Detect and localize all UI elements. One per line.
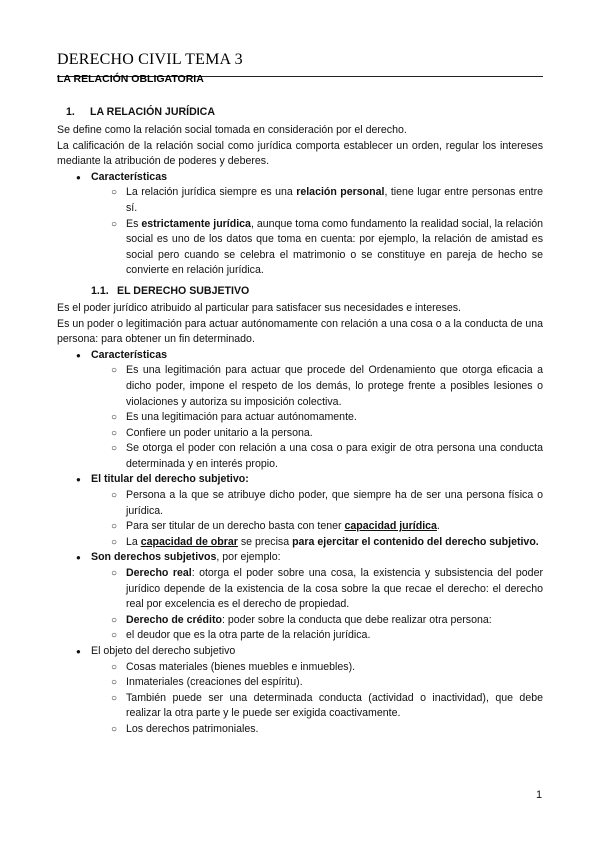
circle-bullet-icon: ○ [111,521,118,533]
bullet-icon: ● [76,647,81,656]
circle-bullet-icon: ○ [111,692,118,704]
list-label: El titular del derecho subjetivo: [91,473,249,486]
circle-bullet-icon: ○ [111,614,118,626]
text: La [126,535,141,548]
section-number: 1.1. [91,284,109,297]
text: También puede ser una determinada conducta (actividad o inactividad), que debe realizar la otra parte y le puede ser exigida coactivamente. [126,691,543,720]
section-heading-1 [57,103,543,121]
circle-bullet-icon: ○ [111,443,118,455]
circle-bullet-icon: ○ [111,412,118,424]
text: , aunque toma como fundamento la realidad social, la relación social es uno de los datos que toma en cuenta: por ejemplo, la relación de amistad es social pero cuando se celebra el matrimonio o se constituye en pareja de hecho se convierte en relación jurídica. [126,217,543,277]
circle-bullet-icon: ○ [111,187,118,199]
text: La relación jurídica siempre es una [126,186,297,199]
bullet-icon: ● [76,350,81,360]
paragraph: Se define como la relación social tomada en consideración por el derecho. [57,124,407,136]
list-subitem [57,441,543,472]
circle-bullet-icon: ○ [111,630,118,642]
text: Es una legitimación para actuar autónomamente. [126,411,357,424]
list-subitem [57,628,543,644]
list-subitem [57,660,543,676]
text: : poder sobre la conducta que debe realizar otra persona: [221,613,492,626]
list-subitem [57,363,543,410]
text: : otorga el poder sobre una cosa, la existencia y subsistencia del poder jurídico depende de la existencia de la cosa sobre la que recae el derecho: el derecho real por excelencia es el derecho de propiedad. [126,567,543,611]
list-label: Características [91,348,167,361]
list-label: El objeto del derecho subjetivo [91,645,236,657]
list-item [57,170,543,186]
list-subitem [57,535,543,551]
text: Los derechos patrimoniales. [126,722,259,735]
text: Para ser titular de un derecho basta con tener [126,520,345,533]
list-subitem [57,675,543,691]
text: , tiene lugar entre personas entre sí. [126,186,544,214]
list-item [57,550,543,566]
list-item [57,472,543,488]
bold-text: relación personal [296,186,385,199]
text: , por ejemplo: [216,551,281,564]
text: Es una legitimación para actuar que procede del Ordenamiento que otorga eficacia a dicho poder, impone el respeto de los demás, lo protege frente a posibles lesiones o violaciones y autoriza su imposición colectiva. [126,364,543,408]
document-title: DERECHO CIVIL TEMA 3 [57,51,243,68]
bullet-icon: ● [76,172,81,182]
bold-text: Derecho real [126,567,192,580]
list-item [57,644,543,660]
document-body [57,103,543,738]
text: Se otorga el poder con relación a una cosa o para exigir de otra persona una conducta determinada y en interés propio. [126,442,543,470]
circle-bullet-icon: ○ [111,490,118,502]
list-subitem [57,217,543,279]
underlined-text: capacidad de obrar [140,535,238,548]
bold-text: estrictamente jurídica [141,217,251,230]
text: Persona a la que se atribuye dicho poder, que siempre ha de ser una persona física o jurídica. [126,489,543,517]
bullet-icon: ● [76,475,81,485]
text: Es [126,217,142,230]
text: Inmateriales (creaciones del espíritu). [126,676,303,689]
circle-bullet-icon: ○ [111,723,118,735]
list-subitem [57,519,543,535]
bullet-icon: ● [76,553,81,563]
section-title: EL DERECHO SUBJETIVO [117,284,250,297]
list-subitem [57,566,543,613]
list-subitem [57,185,543,216]
circle-bullet-icon: ○ [111,427,118,439]
section-number: 1. [66,106,75,118]
section-heading-1-1 [57,282,543,300]
list-item [57,348,543,364]
underlined-text: capacidad jurídica [344,520,437,533]
bold-text: Derecho de crédito [126,613,222,626]
paragraph: Es el poder jurídico atribuido al particular para satisfacer sus necesidades e intereses. [57,301,461,314]
list-subitem [57,691,543,722]
paragraph: Es un poder o legitimación para actuar autónomamente con relación a una cosa o a la conducta de una persona: para obtener un fin determinado. [57,317,543,346]
list-subitem [57,722,543,738]
paragraph: La calificación de la relación social como jurídica comporta establecer un orden, regular los intereses mediante la atribución de poderes y deberes. [57,139,543,168]
circle-bullet-icon: ○ [111,661,118,673]
circle-bullet-icon: ○ [111,568,118,580]
text: el deudor que es la otra parte de la relación jurídica. [126,629,371,642]
list-subitem [57,410,543,426]
list-label: Características [91,170,167,183]
text: . [436,520,440,533]
circle-bullet-icon: ○ [111,218,118,230]
text: Cosas materiales (bienes muebles e inmuebles). [126,660,356,673]
circle-bullet-icon: ○ [111,365,118,377]
list-subitem [57,426,543,442]
page-number: 1 [536,789,543,801]
circle-bullet-icon: ○ [111,536,118,548]
bold-text: para ejercitar el contenido del derecho subjetivo. [292,535,539,548]
list-label: Son derechos subjetivos [91,551,217,564]
list-subitem [57,488,543,519]
document-subtitle: LA RELACIÓN OBLIGATORIA [57,73,204,85]
text: se precisa [237,535,293,548]
circle-bullet-icon: ○ [111,677,118,689]
text: Confiere un poder unitario a la persona. [126,426,313,439]
section-title: LA RELACIÓN JURÍDICA [90,106,215,118]
list-subitem [57,613,543,629]
